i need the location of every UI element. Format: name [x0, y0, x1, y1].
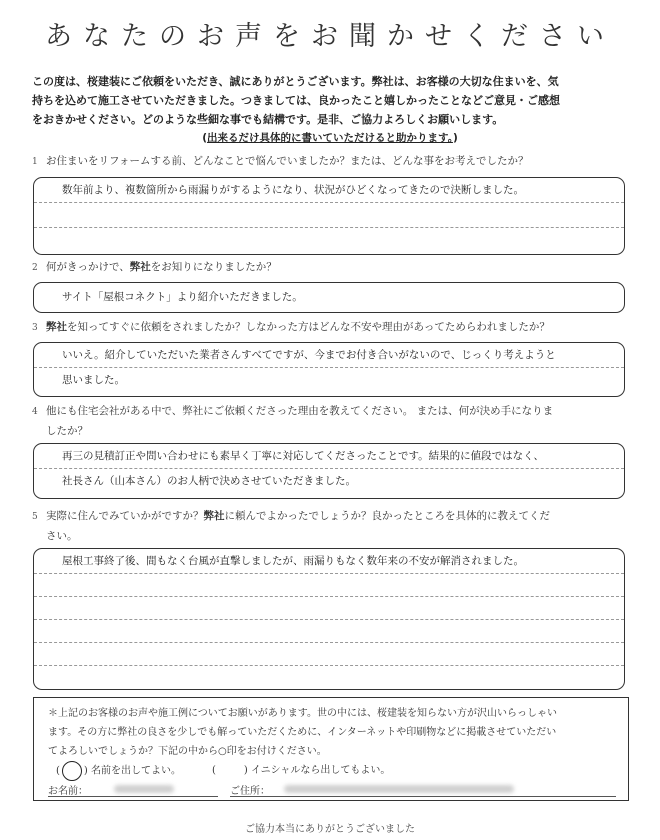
question-1 — [32, 152, 528, 172]
option-name-ok[interactable]: ( ) 名前を出してよい。 — [56, 761, 181, 781]
answer-line — [34, 574, 624, 597]
answer-line: 思いました。 — [62, 374, 125, 386]
answer-box-4 — [33, 443, 625, 499]
answer-line — [34, 228, 624, 253]
footer-thanks: ご協力本当にありがとうございました — [245, 824, 415, 835]
name-underline — [48, 796, 218, 797]
name-label: お名前： — [48, 786, 88, 797]
question-2: 2 何がきっかけで、弊社をお知りになりましたか？ — [32, 258, 277, 278]
answer-line: 屋根工事終了後、間もなく台風が直撃しましたが、雨漏りもなく数年来の不安が解消されました。 — [34, 549, 624, 574]
company-bold: 弊社 — [203, 510, 225, 522]
question-text: お住まいをリフォームする前、どんなことで悩んでいましたか？または、どんな事をお考えでしたか？ — [46, 155, 529, 167]
answer-line: サイト「屋根コネクト」より紹介いただきました。 — [62, 291, 303, 303]
answer-line: 数年前より、複数箇所から雨漏りがするようになり、状況がひどくなってきたので決断しました。 — [34, 178, 624, 203]
question-number: 2 — [32, 263, 38, 273]
address-label: ご住所： — [230, 786, 270, 797]
consent-section — [33, 697, 629, 801]
circle-mark-icon — [62, 761, 82, 781]
redacted-name — [114, 785, 174, 793]
consent-text — [48, 704, 622, 761]
instruction-underlined: 出来るだけ具体的に書いていただけると助かります。 — [207, 132, 453, 144]
question-number: 3 — [32, 323, 38, 333]
instruction-note: (出来るだけ具体的に書いていただけると助かります。) — [202, 132, 458, 144]
question-number: 5 — [32, 512, 38, 522]
question-4 — [32, 402, 553, 441]
consent-line: てよろしいでしょうか？下記の中から○印をお付けください。 — [48, 746, 327, 757]
consent-line: ます。その方に弊社の良さを少しでも解っていただくために、インターネットや印刷物などに掲載させていただい — [48, 727, 557, 738]
consent-line: ＊上記のお客様のお声や施工例についてお願いがあります。世の中には、桜建装を知らない方が沢山いらっしゃい — [48, 708, 557, 719]
redacted-address — [284, 785, 514, 793]
answer-box-1 — [33, 177, 625, 255]
intro-line: この度は、桜建装にご依頼をいただき、誠にありがとうございます。弊社は、お客様の大切な住まいを、気 — [32, 75, 559, 88]
company-bold: 弊社 — [129, 261, 151, 273]
answer-line: 社長さん（山本さん）のお人柄で決めさせていただきました。 — [62, 475, 356, 487]
intro-line: をおきかせください。どのような些細な事でも結構です。是非、ご協力よろしくお願いします。 — [32, 113, 504, 126]
question-text: さい。 — [46, 530, 78, 542]
question-3: 3 弊社を知ってすぐに依頼をされましたか？しなかった方はどんな不安や理由があってためらわれましたか？ — [32, 318, 550, 338]
question-text: したか？ — [46, 425, 88, 437]
question-number: 4 — [32, 407, 38, 417]
intro-text — [32, 72, 632, 129]
option-label: 名前を出してよい。 — [91, 765, 181, 777]
answer-box-2 — [33, 282, 625, 313]
address-underline — [230, 796, 616, 797]
answer-line — [34, 203, 624, 228]
question-5: 5 実際に住んでみていかがですか？弊社に頼んでよかったでしょうか？良かったところを具体的に教えてくだ さい。 — [32, 507, 550, 546]
answer-line — [34, 620, 624, 643]
company-bold: 弊社 — [46, 321, 67, 333]
answer-line: 再三の見積訂正や問い合わせにも素早く丁寧に対応してくださったことです。結果的に値段ではなく、 — [34, 444, 624, 469]
intro-line: 持ちを込めて施工させていただきました。つきましては、良かったこと嬉しかったことなどご意見・ご感想 — [32, 94, 560, 107]
question-number: 1 — [32, 157, 38, 167]
page-title: あなたのお声をお聞かせください — [45, 21, 615, 52]
question-text: 他にも住宅会社がある中で、弊社にご依頼くださった理由を教えてください。 または、何が決め手になりま — [46, 405, 554, 417]
option-initials-ok[interactable]: ( ) イニシャルなら出してもよい。 — [212, 765, 391, 776]
answer-line — [34, 666, 624, 689]
option-label: イニシャルなら出してもよい。 — [251, 765, 391, 776]
answer-line: いいえ。紹介していただいた業者さんすべてですが、今までお付き合いがないので、じっくり考えようと — [34, 343, 624, 368]
answer-line — [34, 643, 624, 666]
answer-box-3 — [33, 342, 625, 397]
answer-box-5 — [33, 548, 625, 690]
answer-line — [34, 597, 624, 620]
